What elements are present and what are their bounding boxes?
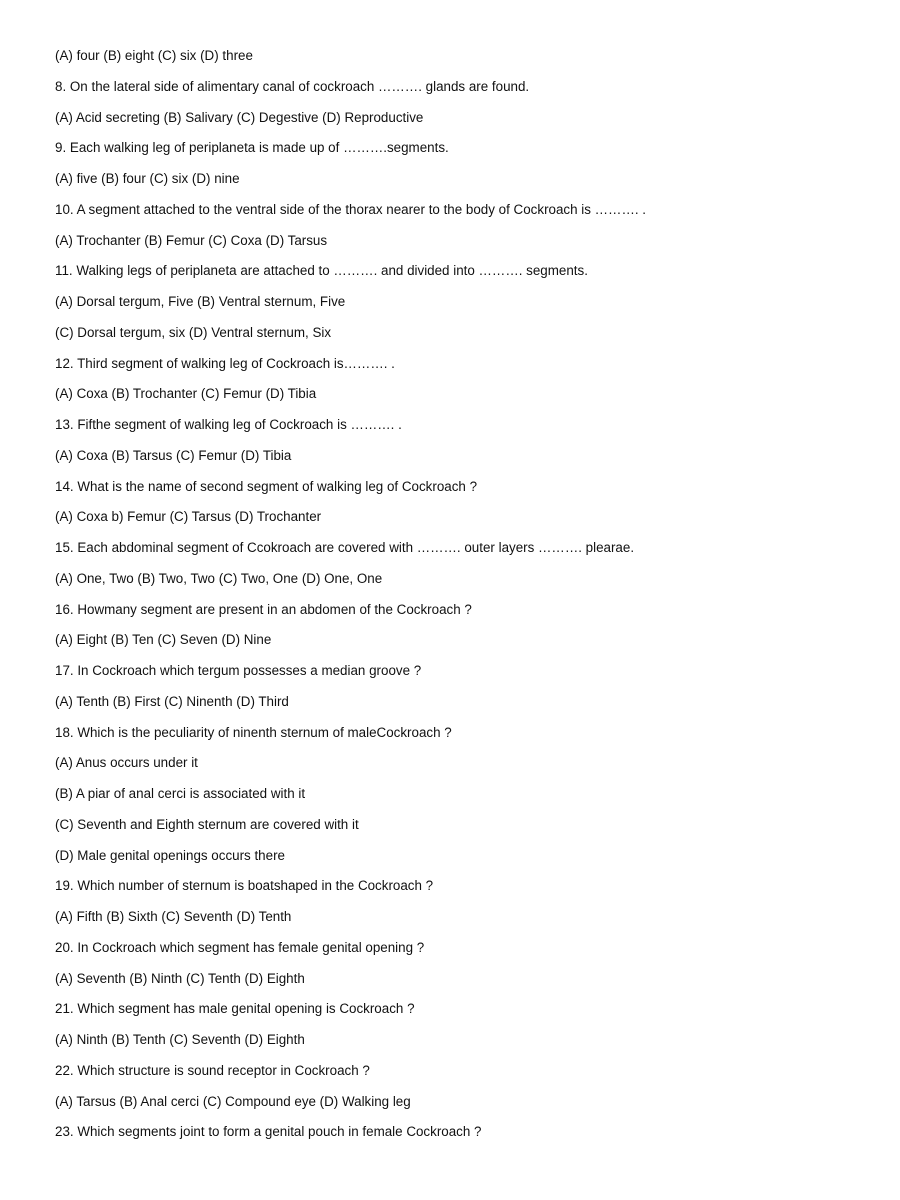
answer-options-line: (A) One, Two (B) Two, Two (C) Two, One (D) One, One xyxy=(55,570,383,586)
question-line: 11. Walking legs of periplaneta are attached to ………. and divided into ………. segments. xyxy=(55,263,588,279)
question-list xyxy=(55,46,875,1153)
question-line: 22. Which structure is sound receptor in Cockroach ? xyxy=(55,1062,370,1078)
answer-options-line: (A) four (B) eight (C) six (D) three xyxy=(55,48,253,63)
question-line: 19. Which number of sternum is boatshaped in the Cockroach ? xyxy=(55,878,434,894)
question-line: 16. Howmany segment are present in an abdomen of the Cockroach ? xyxy=(55,601,472,617)
answer-options-line: (A) Tenth (B) First (C) Ninenth (D) Third xyxy=(55,693,289,709)
answer-option: (D) Male genital openings occurs there xyxy=(55,847,285,863)
answer-options-line: (A) Fifth (B) Sixth (C) Seventh (D) Tenth xyxy=(55,909,292,924)
question-line: 23. Which segments joint to form a genital pouch in female Cockroach ? xyxy=(55,1124,482,1140)
answer-options-line: (A) Coxa (B) Trochanter (C) Femur (D) Tibia xyxy=(55,386,317,402)
question-line: 9. Each walking leg of periplaneta is made up of ……….segments. xyxy=(55,140,449,156)
answer-options-line: (A) Coxa b) Femur (C) Tarsus (D) Trochanter xyxy=(55,509,322,525)
question-line: 17. In Cockroach which tergum possesses a median groove ? xyxy=(55,663,422,678)
answer-options-line: (A) Trochanter (B) Femur (C) Coxa (D) Tarsus xyxy=(55,232,328,248)
question-line: 21. Which segment has male genital opening is Cockroach ? xyxy=(55,1001,415,1017)
question-line: 15. Each abdominal segment of Ccokroach are covered with ………. outer layers ………. plearae. xyxy=(55,540,635,555)
answer-option: (B) A piar of anal cerci is associated with it xyxy=(55,786,306,801)
answer-options-line: (A) five (B) four (C) six (D) nine xyxy=(55,171,240,186)
question-line: 18. Which is the peculiarity of ninenth sternum of maleCockroach ? xyxy=(55,724,452,740)
answer-option: (C) Seventh and Eighth sternum are covered with it xyxy=(55,816,359,832)
question-line: 12. Third segment of walking leg of Cockroach is………. . xyxy=(55,355,395,371)
answer-options-line: (A) Acid secreting (B) Salivary (C) Degestive (D) Reproductive xyxy=(55,109,424,125)
answer-option: (A) Anus occurs under it xyxy=(55,755,198,771)
question-line: 13. Fifthe segment of walking leg of Cockroach is ………. . xyxy=(55,417,402,432)
answer-options-line: (A) Seventh (B) Ninth (C) Tenth (D) Eighth xyxy=(55,970,305,986)
answer-options-line: (A) Dorsal tergum, Five (B) Ventral sternum, Five xyxy=(55,294,346,309)
question-line: 8. On the lateral side of alimentary canal of cockroach ………. glands are found. xyxy=(55,78,530,94)
answer-options-line: (A) Eight (B) Ten (C) Seven (D) Nine xyxy=(55,632,272,648)
answer-options-line: (C) Dorsal tergum, six (D) Ventral sternum, Six xyxy=(55,324,332,340)
answer-options-line: (A) Ninth (B) Tenth (C) Seventh (D) Eighth xyxy=(55,1032,305,1047)
answer-options-line: (A) Coxa (B) Tarsus (C) Femur (D) Tibia xyxy=(55,447,292,463)
question-line: 20. In Cockroach which segment has female genital opening ? xyxy=(55,939,425,955)
question-line: 10. A segment attached to the ventral side of the thorax nearer to the body of Cockroach is ………. . xyxy=(55,201,647,217)
question-line: 14. What is the name of second segment of walking leg of Cockroach ? xyxy=(55,478,478,494)
answer-options-line: (A) Tarsus (B) Anal cerci (C) Compound eye (D) Walking leg xyxy=(55,1093,411,1109)
